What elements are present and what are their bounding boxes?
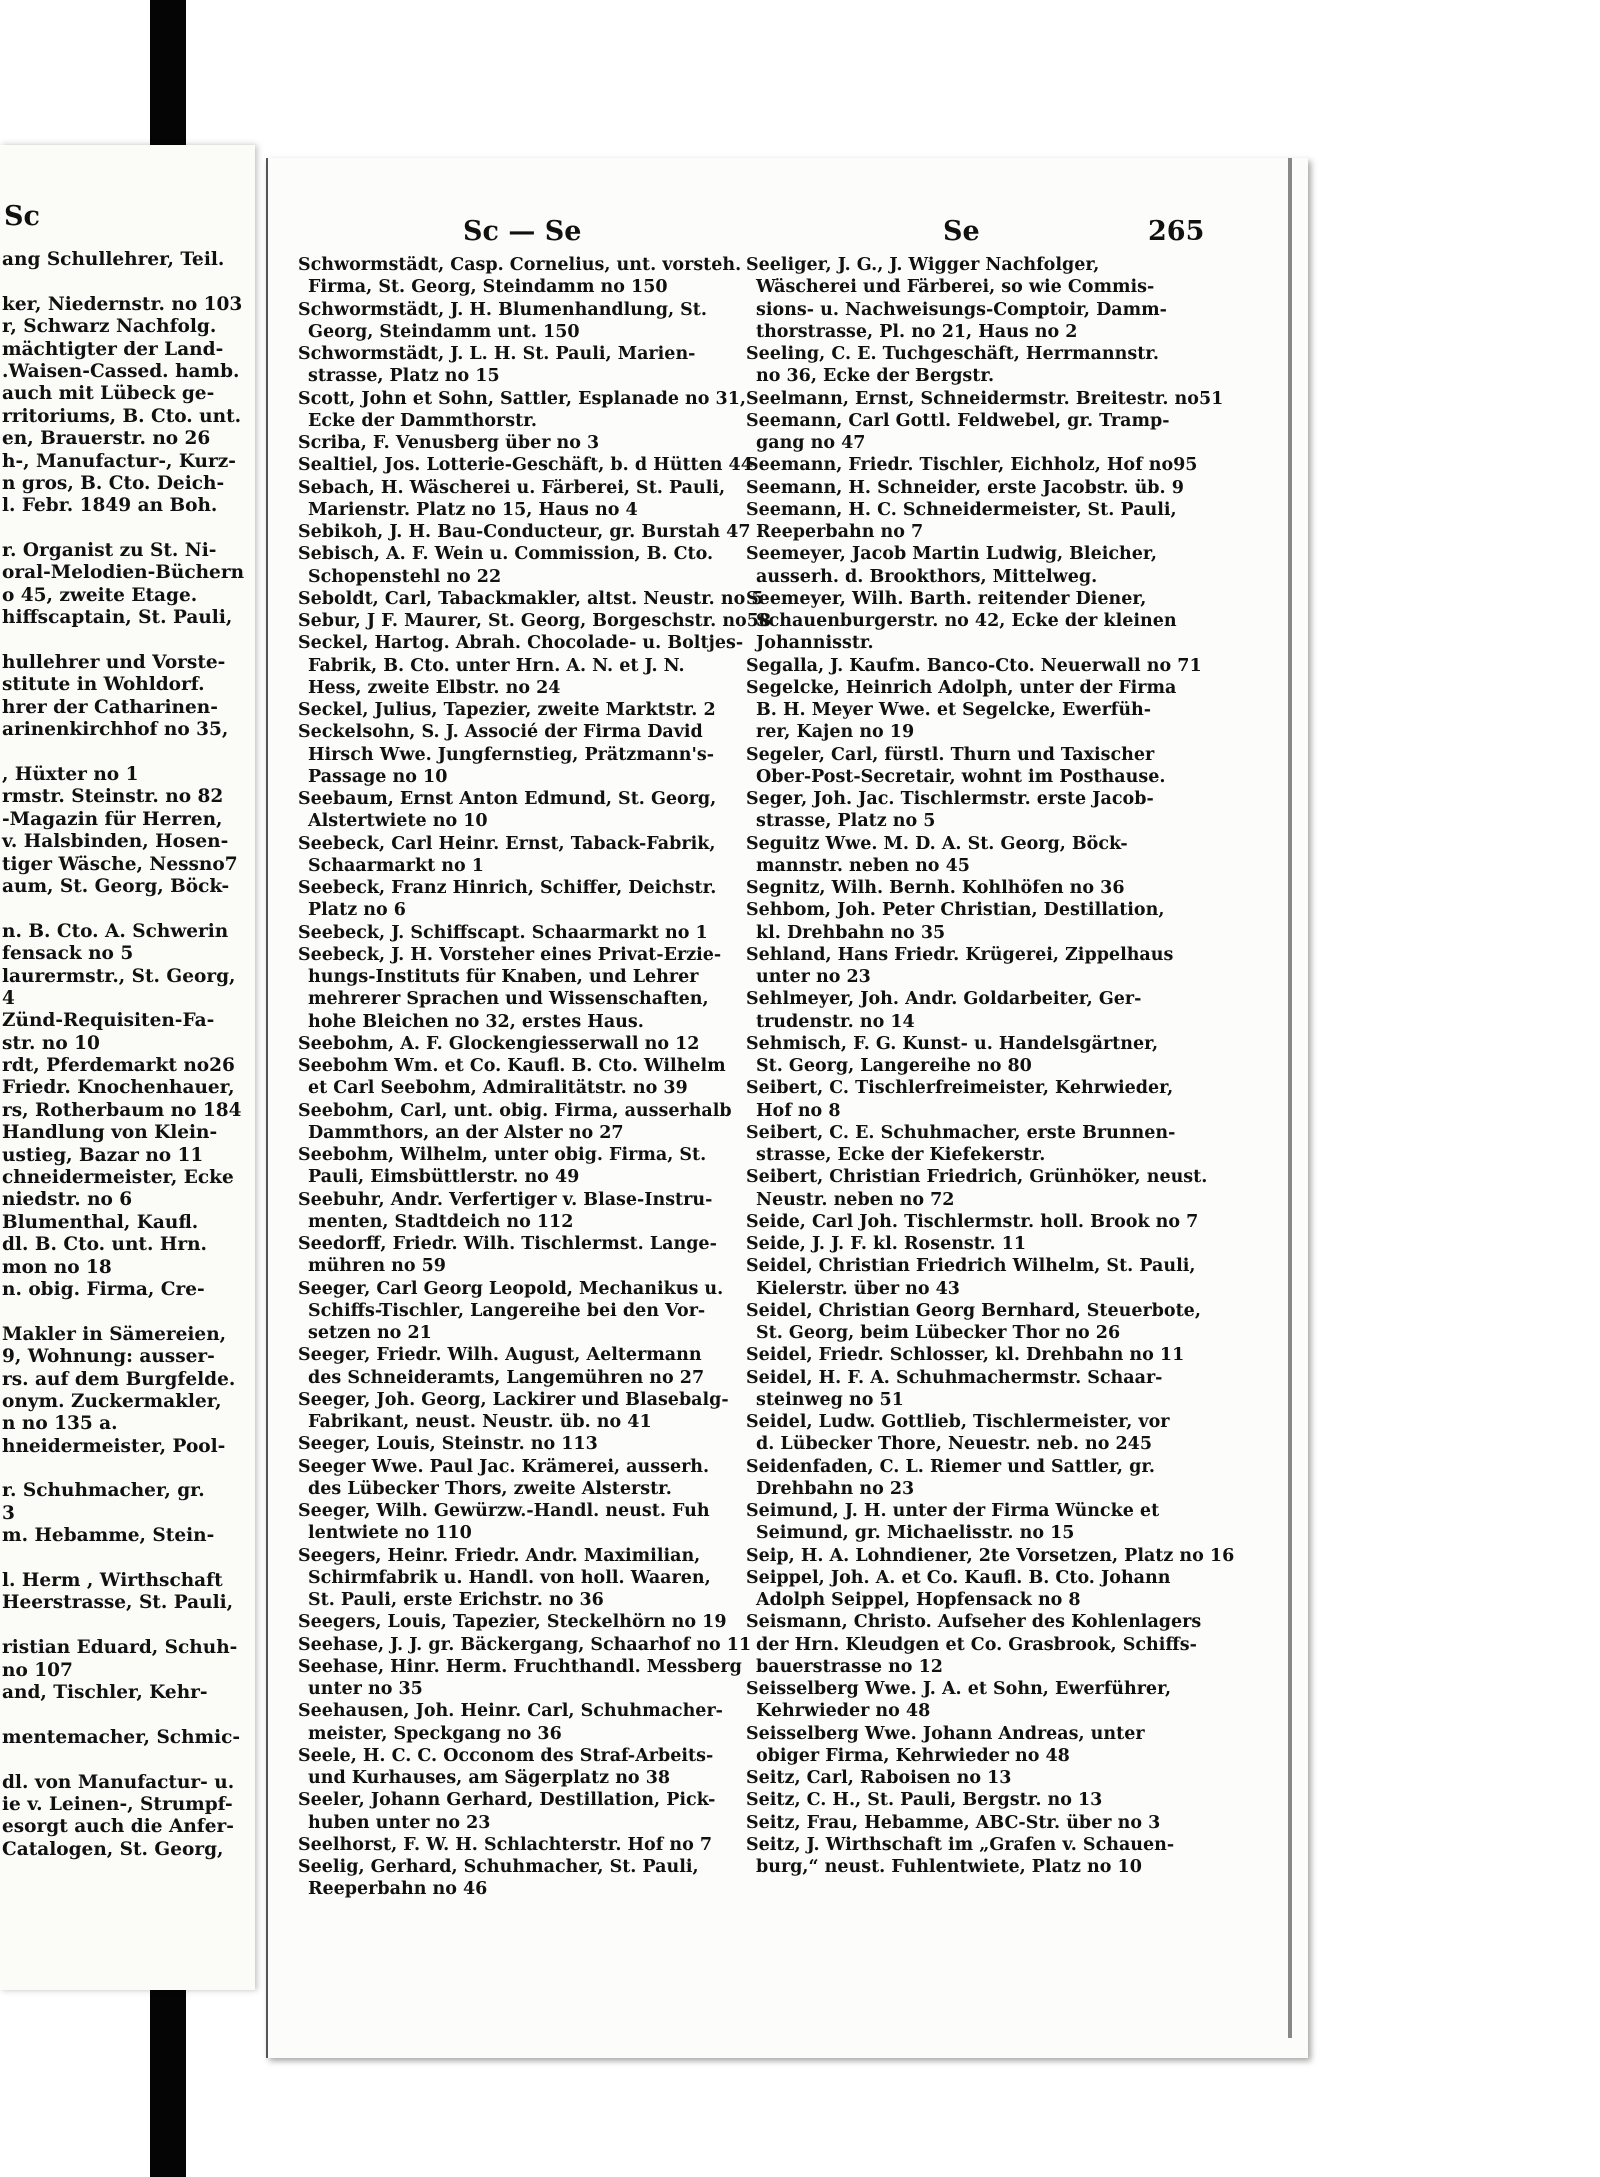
directory-line: Seeger, Louis, Steinstr. no 113 — [298, 1434, 598, 1455]
directory-line: Schwormstädt, Casp. Cornelius, unt. vorsteh. — [298, 255, 742, 275]
directory-line: hohe Bleichen no 32, erstes Haus. — [308, 1011, 644, 1032]
directory-line: tiger Wäsche, Nessno7 — [2, 853, 238, 875]
directory-line: Seckelsohn, S. J. Associé der Firma David — [298, 722, 703, 743]
directory-line: Seidel, Friedr. Schlosser, kl. Drehbahn no 11 — [746, 1345, 1185, 1366]
directory-line: str. no 10 — [2, 1032, 100, 1054]
directory-line: mon no 18 — [2, 1256, 112, 1278]
directory-line: Johannisstr. — [756, 633, 874, 654]
directory-line: setzen no 21 — [308, 1323, 432, 1343]
directory-line: Seckel, Julius, Tapezier, zweite Marktstr. 2 — [298, 700, 716, 720]
directory-line: o 45, zweite Etage. — [2, 584, 198, 606]
directory-line: rritoriums, B. Cto. unt. — [2, 405, 242, 427]
directory-line: Seebeck, Carl Heinr. Ernst, Taback-Fabrik, — [298, 833, 716, 854]
directory-line: B. H. Meyer Wwe. et Segelcke, Ewerfüh- — [756, 700, 1152, 720]
directory-line: n gros, B. Cto. Deich- — [2, 472, 225, 494]
directory-line: Seemann, Friedr. Tischler, Eichholz, Hof no95 — [746, 455, 1198, 476]
directory-line: Seeger, Carl Georg Leopold, Mechanikus u. — [298, 1278, 724, 1299]
directory-column-right — [746, 254, 1235, 1878]
directory-line: d. Lübecker Thore, Neuestr. neb. no 245 — [756, 1434, 1153, 1455]
directory-line: Seidenfaden, C. L. Riemer und Sattler, gr. — [746, 1456, 1156, 1477]
directory-line: Georg, Steindamm unt. 150 — [308, 321, 580, 342]
directory-line: Friedr. Knochenhauer, — [2, 1077, 235, 1099]
directory-line: laurermstr., St. Georg, — [2, 965, 236, 987]
directory-line: rdt, Pferdemarkt no26 — [2, 1055, 235, 1077]
directory-line: Seebeck, J. Schiffscapt. Schaarmarkt no 1 — [298, 922, 708, 943]
directory-line: , Hüxter no 1 — [2, 763, 139, 785]
directory-line: Handlung von Klein- — [2, 1122, 218, 1144]
directory-line: Ecke der Dammthorstr. — [308, 410, 537, 431]
directory-line: Hof no 8 — [756, 1100, 841, 1121]
directory-line: r. Schuhmacher, gr. — [2, 1480, 205, 1502]
directory-line: trudenstr. no 14 — [756, 1011, 915, 1032]
directory-line: Seeger, Wilh. Gewürzw.-Handl. neust. Fuh — [298, 1501, 710, 1521]
directory-line: Sehmisch, F. G. Kunst- u. Handelsgärtner, — [746, 1033, 1159, 1054]
directory-line — [2, 518, 272, 540]
directory-line: ristian Eduard, Schuh- — [2, 1637, 238, 1659]
right-page — [266, 158, 1308, 2058]
directory-line: hiffscaptain, St. Pauli, — [2, 607, 233, 629]
directory-line: Schwormstädt, J. H. Blumenhandlung, St. — [298, 299, 707, 320]
directory-line: steinweg no 51 — [756, 1389, 904, 1410]
directory-line: l. Herm , Wirthschaft — [2, 1570, 223, 1592]
directory-line: Seedorff, Friedr. Wilh. Tischlermst. Lange- — [298, 1234, 717, 1254]
directory-line: burg,“ neust. Fuhlentwiete, Platz no 10 — [756, 1857, 1142, 1877]
directory-line: Seebeck, J. H. Vorsteher eines Privat-Erzie- — [298, 944, 722, 965]
directory-line: Seemeyer, Wilh. Barth. reitender Diener, — [746, 588, 1147, 609]
directory-line: Seeger, Joh. Georg, Lackirer und Blasebalg- — [298, 1389, 729, 1410]
directory-line — [2, 1704, 272, 1726]
directory-line: Segeler, Carl, fürstl. Thurn und Taxischer — [746, 744, 1155, 765]
directory-line: Seisselberg Wwe. J. A. et Sohn, Ewerführer, — [746, 1679, 1172, 1699]
section-header: Se — [943, 216, 980, 247]
directory-line: Seemeyer, Jacob Martin Ludwig, Bleicher, — [746, 544, 1157, 565]
directory-line: unter no 35 — [308, 1679, 423, 1699]
directory-line: lentwiete no 110 — [308, 1523, 472, 1544]
directory-line: Seebohm, A. F. Glockengiesserwall no 12 — [298, 1033, 700, 1054]
directory-line: Seibert, C. E. Schuhmacher, erste Brunnen- — [746, 1122, 1176, 1143]
directory-line: no 107 — [2, 1659, 73, 1681]
directory-line: Seitz, Carl, Raboisen no 13 — [746, 1768, 1012, 1788]
directory-line: r, Schwarz Nachfolg. — [2, 316, 217, 338]
directory-line: unter no 23 — [756, 967, 871, 987]
directory-line: Seide, Carl Joh. Tischlermstr. holl. Brook no 7 — [746, 1211, 1199, 1232]
directory-line: Seide, J. J. F. kl. Rosenstr. 11 — [746, 1234, 1027, 1254]
directory-line: Seip, H. A. Lohndiener, 2te Vorsetzen, Platz no 16 — [746, 1545, 1235, 1566]
directory-line: Seitz, Frau, Hebamme, ABC-Str. über no 3 — [746, 1812, 1161, 1833]
directory-line: Seguitz Wwe. M. D. A. St. Georg, Böck- — [746, 833, 1128, 854]
running-header: Sc — Se — [463, 216, 582, 247]
directory-line: .Waisen-Cassed. hamb. — [2, 360, 240, 382]
directory-line: aum, St. Georg, Böck- — [2, 875, 230, 897]
directory-line: Drehbahn no 23 — [756, 1478, 915, 1499]
directory-line: Dammthors, an der Alster no 27 — [308, 1122, 624, 1143]
directory-line: rs, Rotherbaum no 184 — [2, 1099, 242, 1121]
directory-line: Adolph Seippel, Hopfensack no 8 — [756, 1590, 1081, 1610]
directory-line: en, Brauerstr. no 26 — [2, 428, 211, 450]
directory-line: Seemann, H. Schneider, erste Jacobstr. üb. 9 — [746, 477, 1184, 498]
directory-line: Seeliger, J. G., J. Wigger Nachfolger, — [746, 255, 1100, 275]
directory-line: r. Organist zu St. Ni- — [2, 540, 217, 562]
directory-line: oral-Melodien-Büchern — [2, 562, 245, 584]
directory-line: Segalla, J. Kaufm. Banco-Cto. Neuerwall no 71 — [746, 655, 1202, 676]
page-number: 265 — [1148, 216, 1205, 247]
directory-line: Zünd-Requisiten-Fa- — [2, 1010, 215, 1032]
directory-line: 3 — [2, 1502, 15, 1524]
directory-line: Seimund, gr. Michaelisstr. no 15 — [756, 1523, 1075, 1544]
directory-line: rer, Kajen no 19 — [756, 722, 915, 743]
directory-line: Passage no 10 — [308, 766, 448, 787]
directory-line: thorstrasse, Pl. no 21, Haus no 2 — [756, 321, 1078, 342]
directory-line: menten, Stadtdeich no 112 — [308, 1211, 574, 1232]
directory-line: Seippel, Joh. A. et Co. Kaufl. B. Cto. Johann — [746, 1567, 1171, 1588]
directory-line: Seckel, Hartog. Abrah. Chocolade- u. Boltjes- — [298, 633, 744, 654]
directory-line: stitute in Wohldorf. — [2, 674, 205, 696]
directory-line: Scott, John et Sohn, Sattler, Esplanade no 31, — [298, 388, 746, 409]
directory-line: Makler in Sämereien, — [2, 1323, 227, 1345]
directory-line: St. Georg, Langereihe no 80 — [756, 1056, 1032, 1076]
directory-line: des Lübecker Thors, zweite Alsterstr. — [308, 1478, 672, 1499]
directory-line: mühren no 59 — [308, 1256, 446, 1277]
directory-line: Seeler, Johann Gerhard, Destillation, Pick- — [298, 1790, 716, 1811]
directory-line: n no 135 a. — [2, 1413, 118, 1435]
directory-line: no 36, Ecke der Bergstr. — [756, 366, 995, 387]
directory-line: Seemann, Carl Gottl. Feldwebel, gr. Tramp- — [746, 410, 1170, 431]
directory-line: Reeperbahn no 7 — [756, 522, 924, 542]
directory-line: ie v. Leinen-, Strumpf- — [2, 1793, 233, 1815]
directory-line: chneidermeister, Ecke — [2, 1167, 234, 1189]
directory-line: Fabrikant, neust. Neustr. üb. no 41 — [308, 1412, 652, 1432]
directory-line: Schwormstädt, J. L. H. St. Pauli, Marien- — [298, 344, 696, 364]
directory-line: Seismann, Christo. Aufseher des Kohlenlagers — [746, 1612, 1202, 1633]
directory-line: Seibert, Christian Friedrich, Grünhöker, neust. — [746, 1167, 1208, 1188]
directory-line: Seebeck, Franz Hinrich, Schiffer, Deichstr. — [298, 878, 717, 898]
directory-line — [2, 1615, 272, 1637]
directory-line: Marienstr. Platz no 15, Haus no 4 — [308, 499, 638, 520]
directory-line: Seehase, J. J. gr. Bäckergang, Schaarhof no 11 — [298, 1634, 752, 1655]
directory-line: Kielerstr. über no 43 — [756, 1278, 960, 1299]
directory-line: and, Tischler, Kehr- — [2, 1682, 208, 1703]
directory-line: Sebikoh, J. H. Bau-Conducteur, gr. Burstah 47 — [298, 522, 751, 542]
directory-line: Sebisch, A. F. Wein u. Commission, B. Cto. — [298, 544, 714, 565]
directory-line: ang Schullehrer, Teil. — [2, 249, 225, 270]
directory-line: Seisselberg Wwe. Johann Andreas, unter — [746, 1723, 1145, 1744]
directory-line: ausserh. d. Brookthors, Mittelweg. — [756, 566, 1098, 587]
directory-line — [2, 1548, 272, 1570]
directory-line: h-, Manufactur-, Kurz- — [2, 450, 236, 472]
directory-line — [2, 1301, 272, 1323]
directory-line: niedstr. no 6 — [2, 1189, 133, 1211]
directory-line: Platz no 6 — [308, 900, 406, 921]
directory-line — [2, 271, 272, 293]
directory-line: Seemann, H. C. Schneidermeister, St. Pauli, — [746, 499, 1177, 520]
directory-line: Alstertwiete no 10 — [308, 811, 488, 832]
left-page-header: Sc — [4, 201, 40, 232]
directory-line: St. Pauli, erste Erichstr. no 36 — [308, 1590, 604, 1610]
directory-line: Segnitz, Wilh. Bernh. Kohlhöfen no 36 — [746, 878, 1125, 898]
directory-line: Ober-Post-Secretair, wohnt im Posthause. — [756, 766, 1166, 787]
directory-line: Seelhorst, F. W. H. Schlachterstr. Hof no 7 — [298, 1834, 713, 1855]
directory-line: hungs-Instituts für Knaben, und Lehrer — [308, 967, 699, 987]
directory-line: hneidermeister, Pool- — [2, 1435, 226, 1457]
directory-line: auch mit Lübeck ge- — [2, 383, 215, 405]
directory-line: Seegers, Heinr. Friedr. Andr. Maximilian, — [298, 1545, 701, 1566]
directory-line: strasse, Ecke der Kiefekerstr. — [756, 1145, 1046, 1165]
directory-line: dl. B. Cto. unt. Hrn. — [2, 1234, 207, 1256]
directory-line: Pauli, Eimsbüttlerstr. no 49 — [308, 1167, 580, 1188]
directory-line: obiger Firma, Kehrwieder no 48 — [756, 1745, 1070, 1766]
directory-line: meister, Speckgang no 36 — [308, 1723, 562, 1744]
directory-line: Heerstrasse, St. Pauli, — [2, 1592, 234, 1614]
directory-line: Schirmfabrik u. Handl. von holl. Waaren, — [308, 1567, 711, 1588]
directory-line: Seebuhr, Andr. Verfertiger v. Blase-Instru- — [298, 1189, 713, 1210]
directory-line: Seebaum, Ernst Anton Edmund, St. Georg, — [298, 789, 717, 809]
directory-line: Seebohm Wm. et Co. Kaufl. B. Cto. Wilhelm — [298, 1056, 726, 1076]
directory-line: Schaarmarkt no 1 — [308, 855, 484, 876]
directory-line — [2, 1749, 272, 1771]
directory-line: l. Febr. 1849 an Boh. — [2, 495, 218, 517]
directory-line: Seger, Joh. Jac. Tischlermstr. erste Jacob- — [746, 789, 1154, 809]
directory-line — [2, 630, 272, 652]
directory-line: Seehase, Hinr. Herm. Fruchthandl. Messberg — [298, 1656, 742, 1677]
directory-line: Firma, St. Georg, Steindamm no 150 — [308, 277, 668, 298]
directory-line: und Kurhauses, am Sägerplatz no 38 — [308, 1768, 671, 1788]
directory-line: Blumenthal, Kaufl. — [2, 1211, 199, 1233]
directory-line: Segelcke, Heinrich Adolph, unter der Firma — [746, 677, 1177, 698]
directory-line: Kehrwieder no 48 — [756, 1701, 931, 1722]
directory-line: n. obig. Firma, Cre- — [2, 1278, 205, 1300]
directory-line: rmstr. Steinstr. no 82 — [2, 786, 224, 808]
directory-line: St. Georg, beim Lübecker Thor no 26 — [756, 1323, 1121, 1343]
directory-line: 4 — [2, 987, 15, 1009]
directory-line: gang no 47 — [756, 433, 866, 453]
directory-line: Seehausen, Joh. Heinr. Carl, Schuhmacher- — [298, 1701, 723, 1722]
left-page — [0, 145, 255, 1990]
directory-line: Sealtiel, Jos. Lotterie-Geschäft, b. d Hütten 44 — [298, 455, 753, 476]
directory-line: Seebohm, Carl, unt. obig. Firma, ausserhalb — [298, 1100, 732, 1121]
directory-line: strasse, Platz no 5 — [756, 811, 936, 832]
directory-line: Seelig, Gerhard, Schuhmacher, St. Pauli, — [298, 1857, 699, 1877]
directory-line: onym. Zuckermakler, — [2, 1390, 222, 1412]
directory-line: esorgt auch die Anfer- — [2, 1816, 234, 1838]
directory-line: mentemacher, Schmic- — [2, 1726, 241, 1748]
directory-line: mannstr. neben no 45 — [756, 855, 970, 876]
directory-line: Seidel, Christian Friedrich Wilhelm, St. Pauli, — [746, 1256, 1196, 1277]
directory-line: 9, Wohnung: ausser- — [2, 1346, 215, 1368]
directory-line: Seeling, C. E. Tuchgeschäft, Herrmannstr. — [746, 344, 1159, 364]
directory-line: Hess, zweite Elbstr. no 24 — [308, 677, 561, 698]
directory-line: strasse, Platz no 15 — [308, 366, 500, 387]
directory-line: Seidel, H. F. A. Schuhmachermstr. Schaar- — [746, 1367, 1163, 1388]
directory-line: Hirsch Wwe. Jungfernstieg, Prätzmann's- — [308, 744, 714, 765]
directory-line: kl. Drehbahn no 35 — [756, 922, 946, 943]
directory-line: Sehlmeyer, Joh. Andr. Goldarbeiter, Ger- — [746, 989, 1142, 1010]
directory-line: Seele, H. C. C. Occonom des Straf-Arbeits- — [298, 1745, 714, 1766]
directory-line: Seboldt, Carl, Tabackmakler, altst. Neustr. no 5 — [298, 588, 764, 609]
directory-line — [2, 898, 272, 920]
directory-line: sions- u. Nachweisungs-Comptoir, Damm- — [756, 299, 1167, 320]
directory-line — [2, 742, 272, 764]
directory-line: Sehland, Hans Friedr. Krügerei, Zippelhaus — [746, 944, 1174, 965]
directory-line: fensack no 5 — [2, 943, 134, 965]
directory-line: Seegers, Louis, Tapezier, Steckelhörn no 19 — [298, 1612, 727, 1633]
directory-line: Seidel, Ludw. Gottlieb, Tischlermeister, vor — [746, 1412, 1170, 1432]
directory-line: Schiffs-Tischler, Langereihe bei den Vor- — [308, 1300, 706, 1321]
directory-line: Sebur, J F. Maurer, St. Georg, Borgeschstr. no58 — [298, 611, 772, 631]
directory-line: m. Hebamme, Stein- — [2, 1525, 215, 1547]
directory-line: Scriba, F. Venusberg über no 3 — [298, 433, 600, 453]
directory-line: mächtigter der Land- — [2, 338, 224, 360]
left-page-text — [2, 249, 272, 1861]
directory-line: des Schneideramts, Langemühren no 27 — [308, 1367, 705, 1388]
directory-column-left — [298, 254, 772, 1901]
directory-line: hullehrer und Vorste- — [2, 652, 226, 674]
directory-line: Schauenburgerstr. no 42, Ecke der kleinen — [756, 611, 1177, 631]
directory-line: v. Halsbinden, Hosen- — [2, 831, 229, 853]
directory-line: -Magazin für Herren, — [2, 808, 223, 830]
directory-line: Fabrik, B. Cto. unter Hrn. A. N. et J. N. — [308, 655, 685, 676]
directory-line: Seelmann, Ernst, Schneidermstr. Breitestr. no51 — [746, 388, 1224, 409]
directory-line: Seebohm, Wilhelm, unter obig. Firma, St. — [298, 1145, 707, 1165]
directory-line: Seeger Wwe. Paul Jac. Krämerei, ausserh. — [298, 1456, 710, 1477]
directory-line: ustieg, Bazar no 11 — [2, 1144, 204, 1166]
directory-line: Neustr. neben no 72 — [756, 1189, 955, 1210]
directory-line: et Carl Seebohm, Admiralitätstr. no 39 — [308, 1078, 688, 1099]
directory-line — [2, 1458, 272, 1480]
directory-line: huben unter no 23 — [308, 1812, 491, 1833]
directory-line: Reeperbahn no 46 — [308, 1879, 488, 1900]
directory-line: Seeger, Friedr. Wilh. August, Aeltermann — [298, 1345, 702, 1366]
directory-line: mehrerer Sprachen und Wissenschaften, — [308, 989, 709, 1010]
directory-line: Seibert, C. Tischlerfreimeister, Kehrwieder, — [746, 1078, 1174, 1099]
directory-line: n. B. Cto. A. Schwerin — [2, 920, 229, 942]
directory-line: Seimund, J. H. unter der Firma Wüncke et — [746, 1501, 1160, 1521]
directory-line: arinenkirchhof no 35, — [2, 719, 229, 741]
directory-line: rs. auf dem Burgfelde. — [2, 1368, 236, 1390]
directory-line: Wäscherei und Färberei, so wie Commis- — [756, 277, 1155, 298]
directory-line: Sebach, H. Wäscherei u. Färberei, St. Pauli, — [298, 477, 726, 498]
directory-line: dl. von Manufactur- u. — [2, 1771, 235, 1793]
directory-line: ker, Niedernstr. no 103 — [2, 293, 243, 315]
directory-line: Catalogen, St. Georg, — [2, 1838, 224, 1860]
directory-line: der Hrn. Kleudgen et Co. Grasbrook, Schiffs- — [756, 1634, 1197, 1655]
directory-line: bauerstrasse no 12 — [756, 1656, 943, 1677]
directory-line: Seitz, C. H., St. Pauli, Bergstr. no 13 — [746, 1790, 1103, 1811]
directory-line: Seitz, J. Wirthschaft im „Grafen v. Schauen- — [746, 1834, 1175, 1855]
directory-line: hrer der Catharinen- — [2, 696, 218, 718]
page-edge-shadow — [1288, 158, 1292, 2038]
directory-line: Sehbom, Joh. Peter Christian, Destillation, — [746, 900, 1165, 921]
directory-line: Seidel, Christian Georg Bernhard, Steuerbote, — [746, 1300, 1201, 1321]
directory-line: Schopenstehl no 22 — [308, 566, 502, 587]
